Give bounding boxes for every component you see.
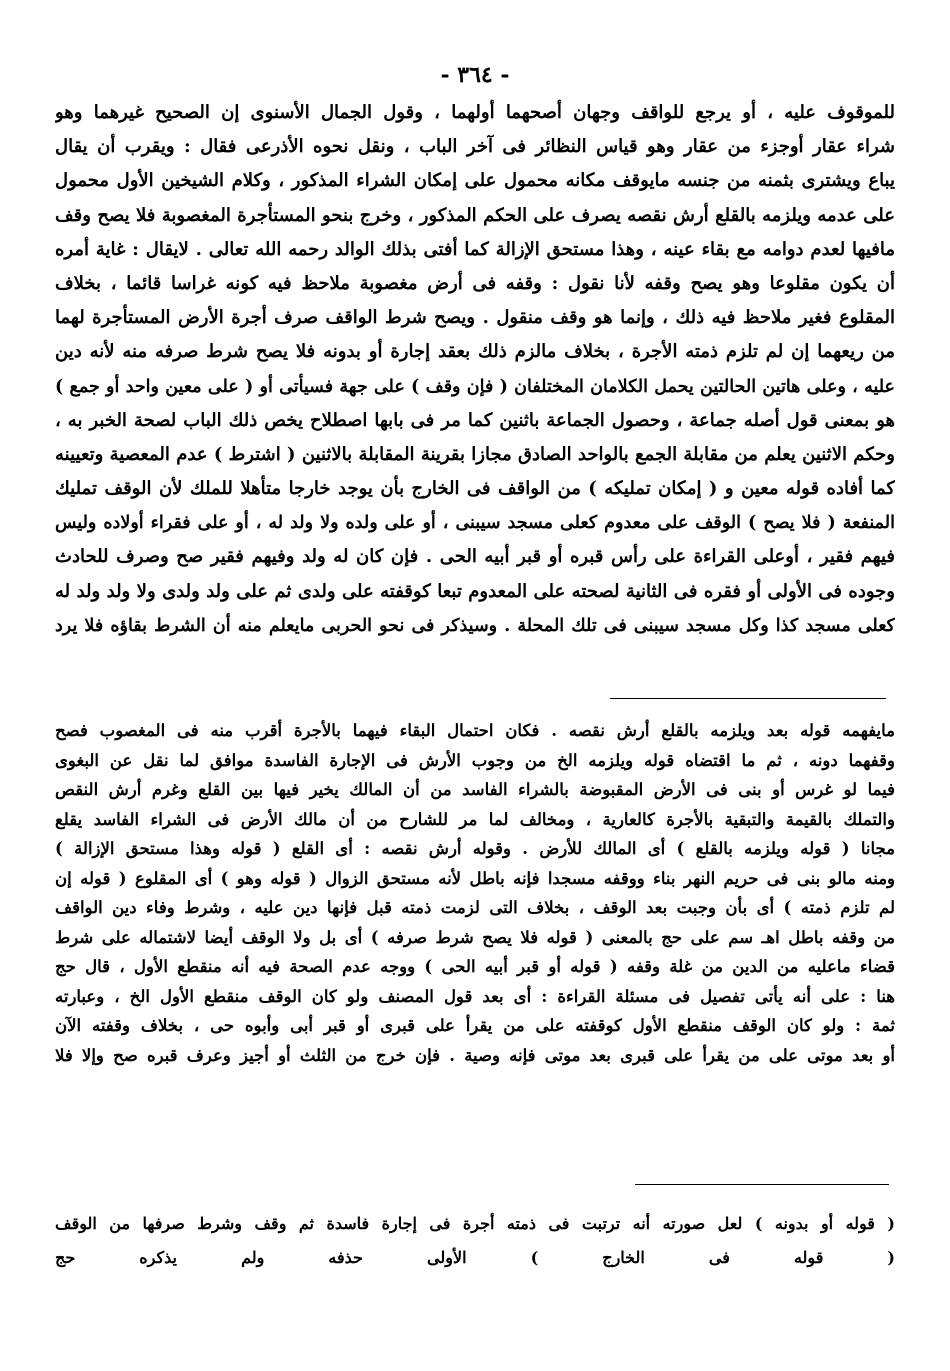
section-divider-rule — [610, 698, 886, 699]
page-number: - ٣٦٤ - — [440, 62, 510, 88]
text-line: من ريعهما إن لم تلزم ذمته الأجرة ، بخلاف مالزم ذلك بعقد إجارة أو بدونه فلا يصح شرط صرفه منه لأنه دين — [55, 341, 895, 363]
text-line: على عدمه ويلزمه بالقلع أرش نقصه يصرف على الحكم المذكور ، وخرج بنحو المستأجرة المغصوبة فلا يصح وقف — [55, 204, 895, 226]
commentary-line: هنا : على أنه يأتى تفصيل فى مسئلة القراءة : أى بعد قول المصنف ولو كان الوقف منقطع الأول الخ ، وعبارته — [55, 986, 895, 1006]
commentary-line: من وقفه باطل اهـ سم على حج بالمعنى ( قوله فلا يصح شرط صرفه ) أى بل ولا الوقف أيضا لاشتماله على شرط — [55, 927, 895, 947]
text-line: مافيها لعدم دوامه مع بقاء عينه ، وهذا مستحق الإزالة كما أفتى بذلك الوالد رحمه الله تعالى . لايقال : غاية أمره — [55, 238, 895, 260]
main-text — [55, 96, 895, 643]
footnote-line: ( قوله أو بدونه ) لعل صورته أنه ترتبت فى ذمته أجرة فى إجارة فاسدة ثم وقف وشرط صرفها من الوقف — [55, 1214, 895, 1233]
text-line: عليه ، وعلى هاتين الحالتين يحمل الكلامان المختلفان ( فإن وقف ) على جهة فسيأتى أو ( على معين واحد أو جمع ) — [55, 376, 895, 397]
text-line: هو بمعنى قول أصله جماعة ، وحصول الجماعة باثنين كما مر فى بابها اصطلاح يخص ذلك الباب لصحة الخبر به ، — [55, 409, 895, 431]
text-line: فيهم فقير ، أوعلى القراءة على رأس قبره أو قبر أبيه الحى . فإن كان له ولد وفيهم فقير صح وصرف للحادث — [55, 546, 895, 568]
commentary-line: مجانا ( قوله ويلزمه بالقلع ) أى المالك للأرض . وقوله أرش نقصه : أى القلع ( قوله وهذا مستحق الإزالة ) — [55, 839, 895, 858]
commentary-line: والتملك بالقيمة والتبقية بالأجرة كالعارية ، ومخالف لما مر للشارح من أن مالك الأرض فى الشراء الفاسد يقلع — [55, 809, 895, 829]
footnote-line: ( قوله فى الخارج ) الأولى حذفه ولم يذكره حج — [55, 1248, 895, 1267]
text-line: وجوده فى الأولى أو فقره فى الثانية لصحته على المعدوم تبعا كوقفته على ولدى ثم على ولد ولدى ولا ولد ولد له — [55, 580, 895, 602]
text-line: أن يكون مقلوعا وهو يصح وقفه لأنا نقول : وقفه فى أرض مغصوبة ملاحظ فيه كونه غراسا قائما ، بخلاف — [55, 272, 895, 294]
commentary-line: أو بعد موتى على من يقرأ على قبرى بعد موتى فإنه وصية . فإن خرج من الثلث أو أجيز وعرف قبره صح وإلا فلا — [55, 1045, 895, 1065]
commentary-line: قضاء ماعليه من الدين من غلة وقفه ( قوله أو قبر أبيه الحى ) ووجه عدم الصحة فيه أنه منقطع الأول ، قال حج — [55, 957, 895, 976]
commentary-text — [55, 716, 895, 1070]
commentary-line: ومنه مالو بنى فى حريم النهر بناء ووقفه مسجدا فإنه باطل لأنه مستحق الزوال ( قوله وهو ) أى المقلوع ( قوله إن — [55, 868, 895, 888]
footnote-divider-rule — [635, 1184, 889, 1185]
commentary-line: لم تلزم ذمته ) أى بأن وجبت بعد الوقف ، بخلاف التى لزمت ذمته قبل فإنها دين عليه ، وشرط وفاء دين الواقف — [55, 898, 895, 917]
text-line: كما أفاده قوله معين و ( إمكان تمليكه ) من الواقف فى الخارج بأن يوجد خارجا متأهلا للملك لأن الوقف تمليك — [55, 478, 895, 500]
commentary-line: وقفهما دونه ، ثم ما اقتضاه قوله ويلزمه الخ من وجوب الأرش فى الإجارة الفاسدة موافق لما نقل عن البغوى — [55, 750, 895, 770]
footnotes — [55, 1207, 895, 1275]
text-line: شراء عقار أوجزء من عقار وهو قياس النظائر فى آخر الباب ، ونقل نحوه الأذرعى فقال : ويقرب أن يقال — [55, 136, 895, 158]
text-line: المنفعة ( فلا يصح ) الوقف على معدوم كعلى مسجد سيبنى ، أو على ولده ولا ولد له ، أو على فقراء أولاده وليس — [55, 513, 895, 534]
commentary-line: ثمة : ولو كان الوقف منقطع الأول كوقفته على من يقرأ على قبرى أو قبر أبى وأبوه حى ، بخلاف وقفته الآن — [55, 1016, 895, 1035]
text-line: يباع ويشترى بثمنه من جنسه مايوقف مكانه محمول على إمكان الشراء المذكور ، وكلام الشيخين الأول محمول — [55, 170, 895, 192]
text-line: للموقوف عليه ، أو يرجع للواقف وجهان أصحهما أولهما ، وقول الجمال الأسنوى إن الصحيح غيرهما وهو — [55, 102, 895, 123]
commentary-line: مايفهمه قوله بعد ويلزمه بالقلع أرش نقصه . فكان احتمال البقاء فيهما بالأجرة أقرب منه فى المغصوب فصح — [55, 721, 895, 740]
text-line: المقلوع فغير ملاحظ فيه ذلك ، وإنما هو وقف منقول . ويصح شرط الواقف صرف أجرة الأرض المستأجرة لهما — [55, 307, 895, 329]
text-line: كعلى مسجد كذا وكل مسجد سيبنى فى تلك المحلة . وسيذكر فى نحو الحربى مايعلم منه أن الشرط بقاؤه فلا يرد — [55, 615, 895, 636]
text-line: وحكم الاثنين يعلم من مقابلة الجمع بالواحد الصادق مجازا بقرينة المقابلة بالاثنين ( اشترط ) عدم المعصية وتعيينه — [55, 443, 895, 465]
commentary-line: فيما لو غرس أو بنى فى الأرض المقبوضة بالشراء الفاسد من أن المالك يخير فيها بين القلع وغرم أرش النقص — [55, 780, 895, 799]
